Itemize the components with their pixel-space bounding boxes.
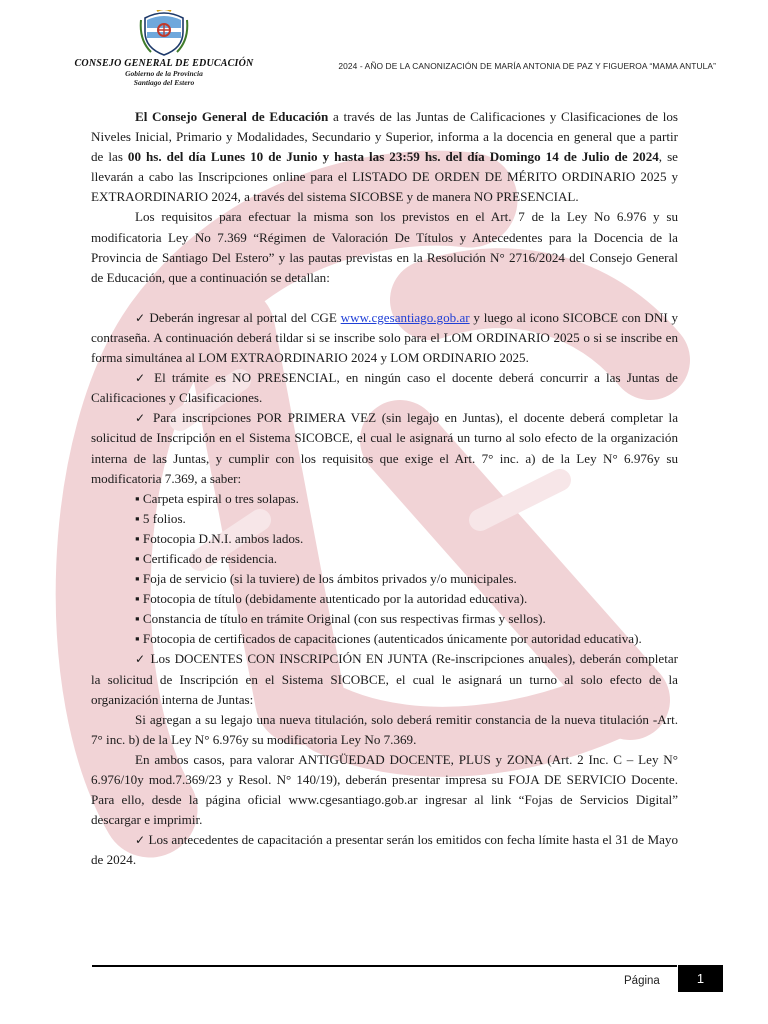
list-item: ▪ Certificado de residencia. — [135, 550, 278, 566]
org-name: CONSEJO GENERAL DE EDUCACIÓN — [74, 58, 254, 69]
footer-divider — [92, 965, 677, 967]
cge-portal-link[interactable]: www.cgesantiago.gob.ar — [340, 309, 470, 325]
check-icon: ✓ — [135, 310, 146, 325]
org-bold: El Consejo General de Educación — [135, 109, 329, 124]
item-no-presencial — [91, 368, 678, 408]
item-registered-text: Los DOCENTES CON INSCRIPCIÓN EN JUNTA (Re-inscripciones anuales), deberán completar la solicitud de Inscripción en el Sistema SICOBCE, el cual le asignará un turno al solo efecto de la organización interna de Juntas: — [91, 651, 678, 707]
list-item: ▪ Fotocopia de título (debidamente autenticado por la autoridad educativa). — [135, 591, 528, 607]
year-motto: 2024 - AÑO DE LA CANONIZACIÓN DE MARÍA ANTONIA DE PAZ Y FIGUEROA “MAMA ANTULA” — [338, 61, 716, 71]
list-item: ▪ Carpeta espiral o tres solapas. — [135, 490, 299, 506]
intro-text-1: a través de las Juntas de Calificaciones y Clasificaciones de los Niveles Inicial, Primario y Modalidades, Secundario y Superior, informa a la docencia en general que a partir de las — [91, 109, 678, 165]
item-no-presencial-text: El trámite es NO PRESENCIAL, en ningún caso el docente deberá concurrir a las Juntas de Calificaciones y Clasificaciones. — [91, 370, 678, 406]
document-body — [91, 107, 678, 870]
intro-text-2: , se llevarán a cabo las Inscripciones online para el LISTADO DE ORDEN DE MÉRITO ORDINARIO 2025 y EXTRAORDINARIO 2024, a través del sistema SICOBSE y de manera NO PRESENCIAL. — [91, 149, 678, 205]
check-icon: ✓ — [135, 411, 148, 426]
list-item: ▪ Constancia de título en trámite Original (con sus respectivas firmas y sellos). — [135, 611, 546, 627]
org-sub-government: Gobierno de la Provincia — [125, 69, 203, 78]
check-icon: ✓ — [135, 371, 148, 386]
item-portal — [91, 308, 678, 368]
item-deadline-text: Los antecedentes de capacitación a presentar serán los emitidos con fecha límite hasta el 31 de Mayo de 2024. — [91, 832, 679, 868]
org-logo-block — [64, 10, 264, 87]
intro-paragraph — [91, 107, 678, 207]
list-item: ▪ 5 folios. — [135, 510, 186, 526]
list-item: ▪ Foja de servicio (si la tuviere) de los ámbitos privados y/o municipales. — [135, 571, 517, 587]
page-header — [0, 0, 768, 100]
both-cases-paragraph: En ambos casos, para valorar ANTIGÜEDAD DOCENTE, PLUS y ZONA (Art. 2 Inc. C – Ley N° 6.976/10y mod.7.369/23 y Resol. N° 140/19), deberán presentar impresa su FOJA DE SERVICIO Docente. Para ello, desde la página oficial www.cgesantiago.gob.ar ingresar al link “Fojas de Servicios Digital” descargar e imprimir. — [91, 751, 678, 828]
inscription-dates: 00 hs. del día Lunes 10 de Junio y hasta las 23:59 hs. del día Domingo 14 de Julio de 2024 — [127, 149, 659, 165]
org-sub-province: Santiago del Estero — [133, 78, 195, 87]
item-first-time-text: Para inscripciones POR PRIMERA VEZ (sin legajo en Juntas), el docente deberá completar la solicitud de Inscripción en el Sistema SICOBCE, el cual le asignará un turno al solo efecto de la organización interna de las Juntas, y cumplir con los requisitos que exige el Art. 7° inc. a) de la Ley N° 6.976y su modificatoria 7.369, a saber: — [91, 410, 679, 486]
spacer — [91, 288, 678, 308]
item-registered — [91, 649, 678, 709]
page-number: 1 — [678, 965, 723, 992]
list-item: ▪ Fotocopia D.N.I. ambos lados. — [135, 530, 304, 546]
check-icon: ✓ — [135, 833, 146, 848]
item-portal-after: y luego al icono SICOBCE con DNI y contraseña. A continuación deberá tildar si se inscribe solo para el LOM ORDINARIO 2025 o si se inscribe en forma simultánea al LOM EXTRAORDINARIO 2024 y LOM ORDINARIO 2025. — [91, 309, 678, 366]
item-portal-before: Deberán ingresar al portal del CGE — [145, 309, 341, 325]
item-deadline — [91, 830, 678, 870]
check-icon: ✓ — [135, 652, 147, 667]
provincial-crest-icon — [139, 10, 189, 56]
page-label: Página — [624, 975, 660, 987]
list-item: ▪ Fotocopia de certificados de capacitaciones (autenticados únicamente por autoridad educativa). — [135, 631, 642, 647]
item-first-time — [91, 408, 678, 488]
requirements-intro: Los requisitos para efectuar la misma son los previstos en el Art. 7 de la Ley No 6.976 y su modificatoria Ley No 7.369 “Régimen de Valoración De Títulos y Antecedentes para la Docencia de la Provincia de Santiago Del Estero” y las pautas previstas en la Resolución N° 2716/2024 del Consejo General de Educación, que a continuación se detallan: — [91, 209, 678, 285]
new-title-paragraph: Si agregan a su legajo una nueva titulación, solo deberá remitir constancia de la nueva titulación -Art. 7° inc. b) de la Ley N° 6.976y su modificatoria Ley No 7.369. — [91, 711, 678, 747]
